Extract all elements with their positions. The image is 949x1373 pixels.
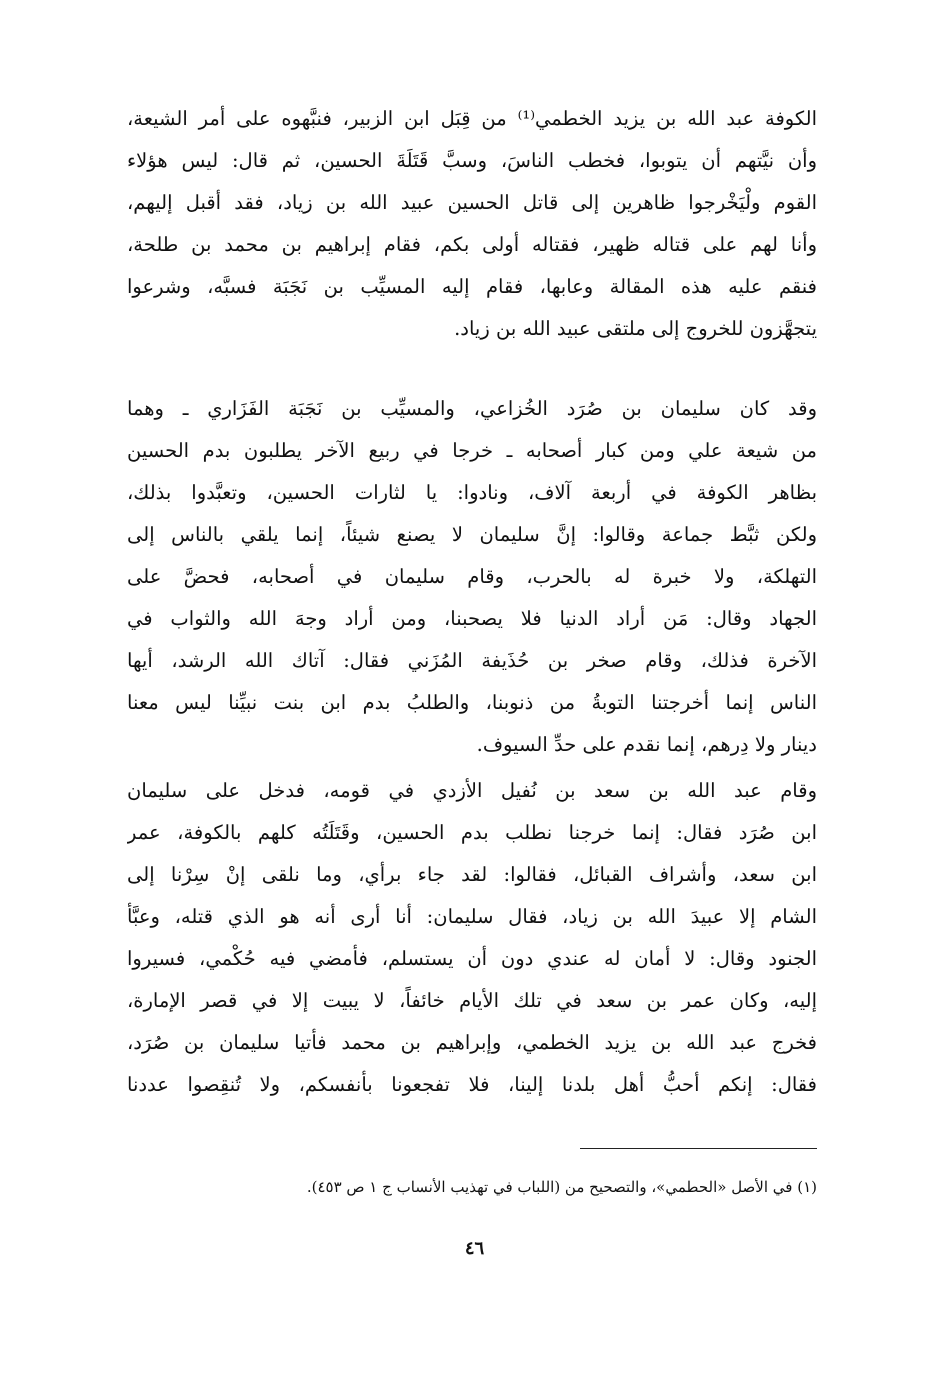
- text-line: الآخرة فذلك، وقام صخر بن حُذَيفة المُزَني فقال: آتاك الله الرشد، أيها: [127, 649, 817, 672]
- text-line: وأنا لهم على قتاله ظهير، فقتاله أولى بكم، فقام إبراهيم بن محمد بن طلحة،: [127, 233, 817, 256]
- footnote-divider: [580, 1148, 817, 1149]
- text-line: فخرج عبد الله بن يزيد الخطمي، وإبراهيم بن محمد فأتيا سليمان بن صُرَد،: [127, 1031, 817, 1054]
- text-line: القوم ولْيَخْرجوا ظاهرين إلى قاتل الحسين عبيد الله بن زياد، فقد أقبل إليهم،: [127, 191, 817, 214]
- text-line: من شيعة علي ومن كبار أصحابه ـ خرجا في ربيع الآخر يطلبون بدم الحسين: [127, 439, 817, 462]
- paragraph-2: [127, 388, 817, 766]
- paragraph-3: [127, 770, 817, 1106]
- text-line: دينار ولا دِرهم، إنما نقدم على حدِّ السيوف.: [476, 733, 817, 756]
- text-line: بظاهر الكوفة في أربعة آلاف، ونادوا: يا لثارات الحسين، وتعبَّدوا بذلك،: [127, 481, 817, 504]
- text-line: الكوفة عبد الله بن يزيد الخطمي⁽¹⁾ من قِبَل ابن الزبير، فنبَّهوه على أمر الشيعة،: [127, 107, 817, 130]
- text-line: فنقم عليه هذه المقالة وعابها، فقام إليه المسيِّب بن نَجَبَة فسبَّه، وشرعوا: [127, 275, 817, 298]
- text-line: وأن نيَّتهم أن يتوبوا، فخطب الناسَ، وسبَّ قَتَلَةَ الحسين، ثم قال: ليس هؤلاء: [127, 149, 817, 172]
- page-number: ٤٦: [464, 1238, 485, 1259]
- text-line: إليه، وكان عمر بن سعد في تلك الأيام خائفاً، لا يبيت إلا في قصر الإمارة،: [127, 989, 817, 1012]
- text-line: الجنود وقال: لا أمان له عندي دون أن يستسلم، فأمضي فيه حُكْمي، فسيروا: [127, 947, 817, 970]
- text-line: ولكن ثبَّط جماعة وقالوا: إنَّ سليمان لا يصنع شيئاً، إنما يلقي بالناس إلى: [127, 523, 817, 546]
- text-line: التهلكة، ولا خبرة له بالحرب، وقام سليمان في أصحابه، فحضَّ على: [127, 565, 817, 588]
- footnote: (١) في الأصل «الحطمي»، والتصحيح من (اللباب في تهذيب الأنساب ج ١ ص ٤٥٣).: [306, 1178, 817, 1196]
- text-line: وقد كان سليمان بن صُرَد الخُزاعي، والمسيِّب بن نَجَبَة الفَزَاري ـ وهما: [127, 397, 817, 420]
- text-line: الجهاد وقال: مَن أراد الدنيا فلا يصحبنا، ومن أراد وجهَ الله والثواب في: [127, 607, 817, 630]
- text-line: ابن سعد، وأشراف القبائل، فقالوا: لقد جاء برأي، وما نلقى إنْ سِرْنا إلى: [127, 863, 817, 886]
- text-line: يتجهَّزون للخروج إلى ملتقى عبيد الله بن زياد.: [454, 317, 817, 340]
- paragraph-1: [127, 98, 817, 350]
- text-line: ابن صُرَد فقال: إنما خرجنا نطلب بدم الحسين، وقَتَلَتُه كلهم بالكوفة، عمر: [127, 821, 817, 844]
- text-line: وقام عبد الله بن سعد بن نُفيل الأزدي في قومه، فدخل على سليمان: [127, 779, 817, 802]
- text-line: الناس إنما أخرجتنا التوبةُ من ذنوبنا، والطلبُ بدم ابن بنت نبيِّنا ليس معنا: [127, 691, 817, 714]
- text-line: الشام إلا عبيدَ الله بن زياد، فقال سليمان: أنا أرى أنه هو الذي قتله، وعبَّأ: [127, 905, 817, 928]
- text-line: فقال: إنكم أحبُّ أهل بلدنا إلينا، فلا تفجعونا بأنفسكم، ولا تُنقِصوا عددنا: [127, 1073, 817, 1096]
